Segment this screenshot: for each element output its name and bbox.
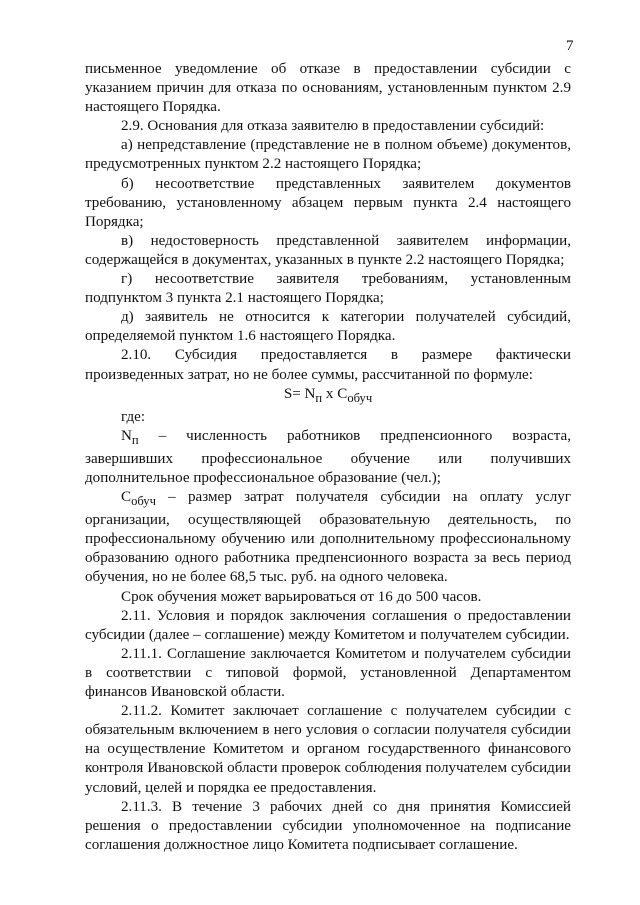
formula-n-subscript: п (315, 390, 323, 405)
formula-c-subscript: обуч (347, 390, 373, 405)
where-label: где: (121, 408, 146, 425)
definition-symbol: C (121, 489, 132, 506)
paragraph: г) несоответствие заявителя требованиям, установленным подпунктом 3 пункта 2.1 настоящего Порядка; (85, 271, 571, 307)
paragraph: 2.10. Субсидия предоставляется в размере фактически произведенных затрат, но не более суммы, рассчитанной по формуле: (85, 347, 571, 383)
paragraph: в) недостоверность представленной заявителем информации, содержащейся в документах, указанных в пункте 2.2 настоящего Порядка; (85, 232, 571, 268)
paragraph: 2.11.2. Комитет заключает соглашение с получателем субсидии с обязательным включением в него условия о согласии получателя субсидии на осуществление Комитетом и органом государственного финансового контроля Ивановской области проверок соблюдения получателем субсидии условий, целей и порядка ее предоставления. (85, 703, 571, 796)
definition-subscript: п (131, 432, 139, 447)
definition-c (85, 488, 571, 587)
formula-mid: х C (322, 385, 348, 402)
paragraph: 2.11. Условия и порядок заключения соглашения о предоставлении субсидии (далее – соглашение) между Комитетом и получателем субсидии. (85, 607, 571, 643)
formula (85, 385, 571, 408)
document-body (85, 60, 571, 855)
page-number: 7 (566, 38, 574, 54)
definition-text: – размер затрат получателя субсидии на оплату услуг организации, осуществляющей образовательную деятельность, по профессиональному обучению или дополнительному профессиональному образованию одного работника предпенсионного возраста за весь период обучения, но не более 68,5 тыс. руб. на одного человека. (85, 489, 571, 586)
paragraph: а) непредставление (представление не в полном объеме) документов, предусмотренных пунктом 2.2 настоящего Порядка; (85, 137, 571, 173)
paragraph: б) несоответствие представленных заявителем документов требованию, установленному абзацем первым пункта 2.4 настоящего Порядка; (85, 175, 571, 230)
paragraph: 2.11.3. В течение 3 рабочих дней со дня принятия Комиссией решения о предоставлении субсидии уполномоченное на подписание соглашения должностное лицо Комитета подписывает соглашение. (85, 798, 571, 853)
definition-subscript: обуч (131, 494, 156, 509)
paragraph: Срок обучения может варьироваться от 16 до 500 часов. (121, 588, 482, 605)
definition-n (85, 427, 571, 488)
paragraph: д) заявитель не относится к категории получателей субсидий, определяемой пунктом 1.6 настоящего Порядка. (85, 309, 571, 345)
paragraph: письменное уведомление об отказе в предоставлении субсидии с указанием причин для отказа по основаниям, установленным пунктом 2.9 настоящего Порядка. (85, 61, 571, 116)
definition-text: – численность работников предпенсионного возраста, завершивших профессиональное обучение или получивших дополнительное профессиональное образование (чел.); (85, 427, 571, 486)
formula-lhs: S= N (283, 385, 316, 402)
definition-symbol: N (121, 427, 132, 444)
paragraph: 2.11.1. Соглашение заключается Комитетом и получателем субсидии в соответствии с типовой формой, установленной Департаментом финансов Ивановской области. (85, 645, 571, 701)
paragraph: 2.9. Основания для отказа заявителю в предоставлении субсидий: (121, 118, 545, 135)
